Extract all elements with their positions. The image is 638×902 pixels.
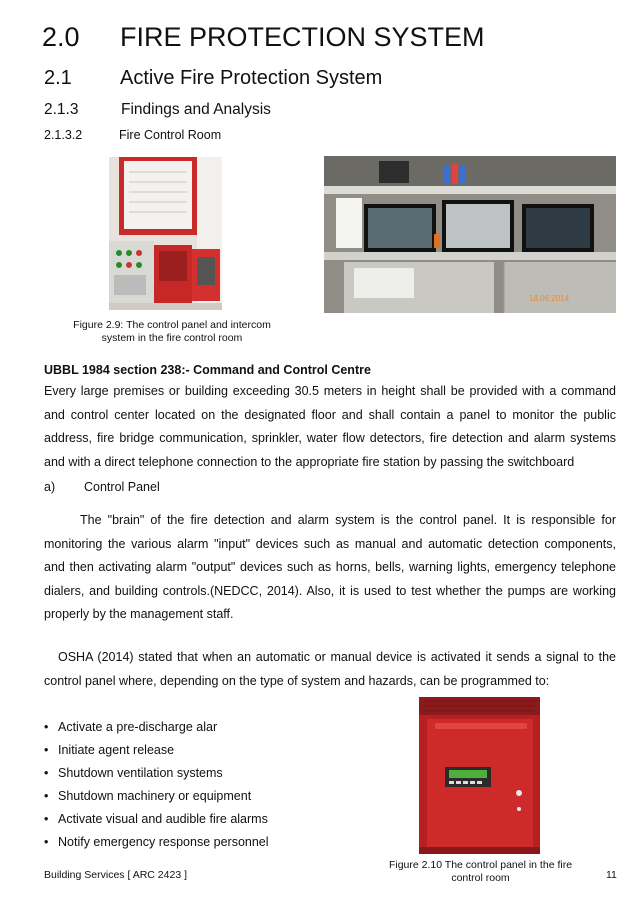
heading-4-number: 2.1.3.2 — [44, 128, 83, 142]
control-panel-closeup-illustration — [419, 697, 540, 854]
photo-control-panel-intercom — [109, 157, 222, 310]
figure-2-10-caption-line-1: Figure 2.10 The control panel in the fire — [388, 859, 573, 871]
heading-1 — [42, 22, 485, 53]
photo-timestamp: 18.06.2014 — [529, 294, 570, 303]
programmable-actions-list — [44, 716, 364, 854]
para2-line-2: control panel where, depending on the type of system and hazards, can be programmed to: — [44, 673, 550, 688]
ubbl-line-1: Every large premises or building exceeding 30.5 meters in height shall be provided with a command — [44, 384, 616, 398]
para1-line-1: The "brain" of the fire detection and alarm system is the control panel. It is responsible for — [80, 513, 616, 527]
section-a-title: Control Panel — [84, 480, 160, 494]
ubbl-title: UBBL 1984 section 238:- Command and Control Centre — [44, 363, 371, 377]
ubbl-paragraph — [44, 380, 616, 474]
figure-2-9-caption-line-1: Figure 2.9: The control panel and intercom — [73, 319, 271, 331]
list-item: • Initiate agent release — [44, 739, 364, 762]
list-item: • Activate visual and audible fire alarms — [44, 808, 364, 831]
cctv-monitors-illustration — [324, 156, 616, 313]
list-item: • Shutdown ventilation systems — [44, 762, 364, 785]
list-item: • Activate a pre-discharge alar — [44, 716, 364, 739]
list-item: • Notify emergency response personnel — [44, 831, 364, 854]
heading-2-number: 2.1 — [44, 67, 72, 89]
osha-paragraph — [44, 646, 616, 693]
section-a-heading — [44, 480, 160, 494]
ubbl-line-2: and control center located on the designated floor and shall contain a panel to monitor the public — [44, 407, 616, 422]
page-number: 11 — [606, 869, 617, 881]
footer-course: Building Services [ ARC 2423 ] — [44, 869, 187, 881]
list-item: • Shutdown machinery or equipment — [44, 785, 364, 808]
heading-4 — [44, 128, 221, 142]
ubbl-line-3: address, fire bridge communication, sprinkler, water flow detectors, fire detection and alarm systems — [44, 431, 616, 445]
heading-3-number: 2.1.3 — [44, 101, 79, 118]
control-panel-intercom-illustration — [109, 157, 222, 310]
heading-4-title: Fire Control Room — [119, 128, 222, 142]
ubbl-line-4: and with a direct telephone connection to the appropriate fire station by passing the switchboard — [44, 454, 575, 469]
photo-cctv-monitors — [324, 156, 616, 313]
para1-line-4: dialers, and building controls.(NEDCC, 2014). Also, it is used to test whether the pumps are working — [44, 583, 616, 598]
photo-control-panel-closeup — [419, 697, 540, 854]
heading-3-title: Findings and Analysis — [121, 101, 271, 118]
heading-2 — [44, 67, 382, 90]
figure-2-9-caption — [58, 319, 286, 345]
figure-2-9-caption-line-2: system in the fire control room — [101, 332, 243, 344]
figure-2-10-caption — [378, 859, 583, 885]
heading-1-number: 2.0 — [42, 22, 80, 52]
para2-line-1: OSHA (2014) stated that when an automatic or manual device is activated it sends a signal to the — [58, 650, 616, 664]
figure-2-10-caption-line-2: control room — [451, 872, 510, 884]
heading-3 — [44, 101, 271, 119]
para1-line-5: properly by the management staff. — [44, 607, 234, 621]
para1-line-2: monitoring the various alarm "input" devices such as manual and automatic detection components, — [44, 536, 616, 551]
section-a-marker: a) — [44, 480, 56, 494]
para1-line-3: and then activating alarm "output" devices such as horns, bells, warning lights, emergency telephone — [44, 560, 616, 574]
control-panel-paragraph — [44, 509, 616, 627]
heading-1-title: FIRE PROTECTION SYSTEM — [120, 22, 485, 52]
heading-2-title: Active Fire Protection System — [120, 67, 383, 89]
